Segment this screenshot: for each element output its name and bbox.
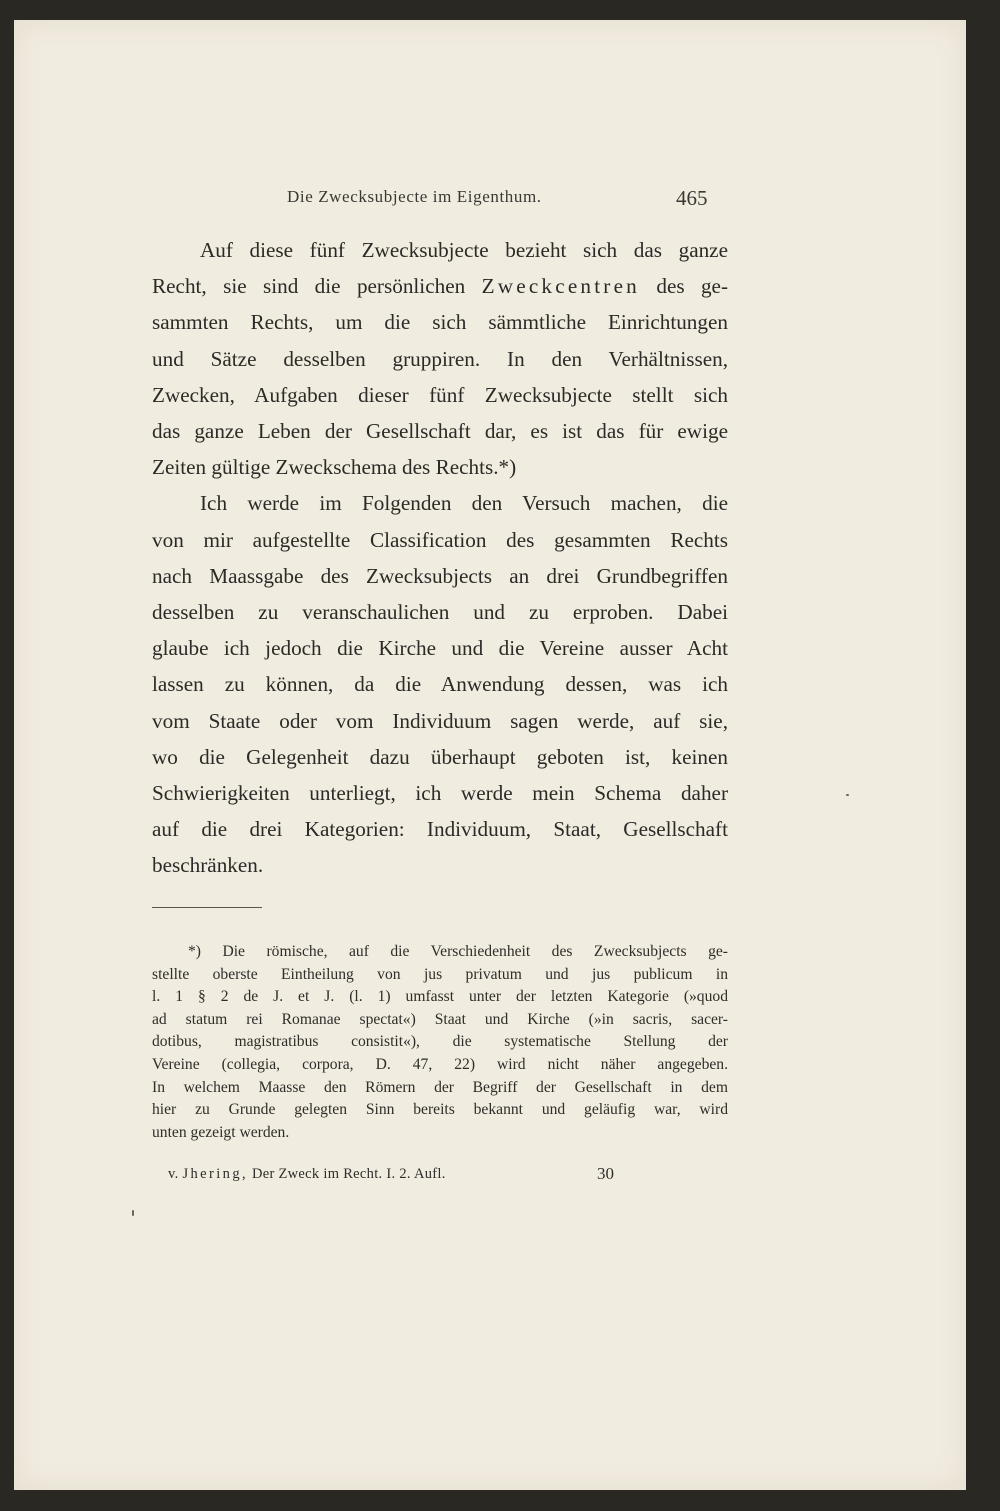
text-line: Auf diese fünf Zwecksubjecte bezieht sich das ganze	[200, 238, 728, 262]
page-number: 465	[676, 186, 708, 210]
paper-speck	[132, 1210, 134, 1216]
sheet-number: 30	[597, 1164, 614, 1183]
signature-line	[168, 1166, 446, 1183]
emphasized-term: Zweckcentren	[481, 274, 640, 299]
footnote-line: hier zu Grunde gelegten Sinn bereits bekannt und geläufig war, wird	[152, 1101, 728, 1119]
text-line: desselben zu veranschaulichen und zu erproben. Dabei	[152, 600, 728, 625]
author-prefix: v.	[168, 1166, 179, 1182]
text-line: Ich werde im Folgenden den Versuch machen, die	[200, 491, 728, 516]
footnote-line: In welchem Maasse den Römern der Begriff der Gesellschaft in dem	[152, 1078, 728, 1096]
footnote-line: l. 1 § 2 de J. et J. (l. 1) umfasst unter der letzten Kategorie (»quod	[152, 988, 728, 1006]
footnote-line: Vereine (collegia, corpora, D. 47, 22) wird nicht näher angegeben.	[152, 1055, 728, 1073]
footnote-line: stellte oberste Eintheilung von jus privatum und jus publicum in	[152, 965, 728, 983]
text-line: auf die drei Kategorien: Individuum, Staat, Gesellschaft	[152, 817, 728, 842]
footnote-line: unten gezeigt werden.	[152, 1123, 290, 1141]
text-line: von mir aufgestellte Classification des gesammten Rechts	[152, 527, 728, 552]
text-line: lassen zu können, da die Anwendung dessen, was ich	[152, 672, 728, 697]
text-line: das ganze Leben der Gesellschaft dar, es ist das für ewige	[152, 419, 728, 444]
text-line: vom Staate oder vom Individuum sagen werde, auf sie,	[152, 708, 728, 733]
book-title: Der Zweck im Recht. I. 2. Aufl.	[251, 1166, 446, 1182]
text-line: sammten Rechts, um die sich sämmtliche Einrichtungen	[152, 310, 728, 335]
footnote-line: dotibus, magistratibus consistit«), die systematische Stellung der	[152, 1033, 728, 1051]
footnote-line: ad statum rei Romanae spectat«) Staat und Kirche (»in sacris, sacer-	[152, 1010, 728, 1028]
running-head: Die Zwecksubjecte im Eigenthum.	[287, 187, 542, 206]
text-line: Zwecken, Aufgaben dieser fünf Zwecksubjecte stellt sich	[152, 382, 728, 407]
text-line: wo die Gelegenheit dazu überhaupt geboten ist, keinen	[152, 744, 728, 769]
text-line: Schwierigkeiten unterliegt, ich werde mein Schema daher	[152, 781, 728, 806]
text-fragment: des ge-	[656, 274, 729, 299]
text-line: beschränken.	[152, 853, 264, 878]
text-line: und Sätze desselben gruppiren. In den Verhältnissen,	[152, 346, 728, 371]
footnote-line: *) Die römische, auf die Verschiedenheit des Zwecksubjects ge-	[188, 943, 728, 960]
footnote-separator	[152, 907, 262, 908]
text-line: Zeiten gültige Zweckschema des Rechts.*)	[152, 455, 517, 480]
text-line: glaube ich jedoch die Kirche und die Vereine ausser Acht	[152, 636, 728, 661]
paper-speck	[846, 794, 849, 796]
text-fragment: Recht, sie sind die persönlichen	[152, 274, 466, 299]
footnote	[152, 941, 728, 1144]
text-line	[152, 268, 728, 304]
author-name: Jhering,	[182, 1166, 248, 1182]
main-text	[152, 232, 728, 884]
text-line: nach Maassgabe des Zwecksubjects an drei Grundbegriffen	[152, 563, 728, 588]
